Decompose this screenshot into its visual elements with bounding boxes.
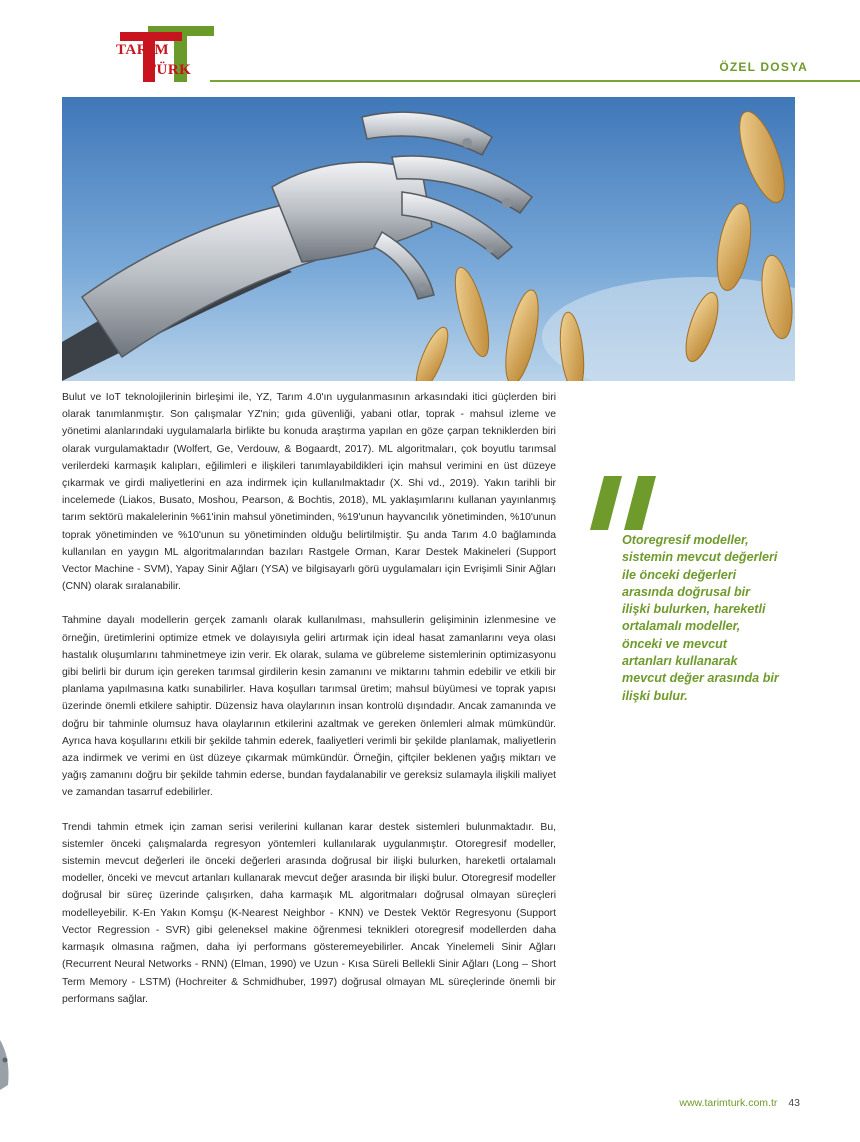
article-paragraph: Tahmine dayalı modellerin gerçek zamanlı olarak kullanılması, mahsullerin gelişiminin izlenmesine ve örneğin, üretimlerini optimize etmek ve dolayısıyla geliri artırmak için ideal hasat zamanlarını veya olası hastalık oluşumlarını tahminetmeye izin verir. Ek olarak, sulama ve gübreleme sistemlerinin optimizasyonu gibi belirli bir durum için gereken tarımsal girdilerin kesin zamanını ve miktarını tahmin edebilir ve etkili bir planlama yapılmasına katkı sunabilirler. Hava koşulları tarımsal üretim; mahsul büyümesi ve toprak yapısı üzerinde önemli etkilere sahiptir. Düzensiz hava olaylarının insan kontrolü dışındadır. Ancak zamanında ve doğru bir tahminle olumsuz hava olaylarının etkilerini azaltmak ve gereken önlemleri almak mümkündür. Ayrıca hava koşullarını etkili bir şekilde tahmin ederek, faaliyetleri verimli bir şekilde planlamak, maliyetlerin aza indirmek ve verimi en üst düzeye çıkarmak mümkündür. Örneğin, çiftçiler beklenen yağış miktarı ve yağış zamanını doğru bir şekilde tahmin ederse, bundan faydalanabilir ve gereksiz sulamayla ilişkili maliyet ve zamandan tasarruf edebilirler. xyxy=(62,615,556,799)
article-paragraph: Bulut ve IoT teknolojilerinin birleşimi ile, YZ, Tarım 4.0'ın uygulanmasının arkasındaki itici güçlerden biri olarak tanımlanmıştır. Son çalışmalar YZ'nin; gıda güvenliği, yabani otlar, toprak - mahsul izleme ve yönetimi alanlarındaki uygulamalarla birlikte bu konuda araştırma yapılan en göze çarpan tekniklerden biri olarak vurgulamaktadır (Wolfert, Ge, Verdouw, & Bogaardt, 2017). ML algoritmaları, çok boyutlu tarımsal verilerdeki karmaşık kalıpları, eğilimleri e ilişkileri tanımlayabildikleri için mahsul verimini en üst düzeye çıkarmak ve girdi maliyetlerini en aza indirmek için kullanılmaktadır (X. Shi vd., 2019). Yakın tarihli bir incelemede (Liakos, Busato, Moshou, Pearson, & Bochtis, 2018), ML yaklaşımlarını kullanan yayınlanmış tarım sektörü makalelerinin %61'inin mahsul yönetiminden, %19'unun hayvancılık yönetiminden, %10'unun toprak yönetiminden ve %10'unun su yönetiminden olduğu belirtilmiştir. Şu anda Tarım 4.0 bağlamında kullanılan en yaygın ML algoritmalarından bazıları Rastgele Orman, Karar Destek Makineleri (Support Vector Machine - SVM), Yapay Sinir Ağları (YSA) ve bilgisayarlı görü uygulamaları için Evrişimli Sinir Ağları (CNN) olarak sıralanabilir. xyxy=(62,392,556,593)
pull-quote: Otoregresif modeller, sistemin mevcut değerleri ile önceki değerleri arasında doğrusal bir ilişki bulurken, hareketli ortalamalı modeller, önceki ve mevcut artanları kullanarak mevcut değer arasında bir ilişki bulur. xyxy=(622,533,779,703)
article-body xyxy=(62,389,556,1025)
article-paragraph: Trendi tahmin etmek için zaman serisi verilerini kullanan karar destek sistemleri bulunmaktadır. Bu, sistemler önceki çalışmalarda regresyon yöntemleri kullanılarak uygulanmıştır. Otoregresif modeller, sistemin mevcut değerleri ile önceki değerleri arasında doğrusal bir ilişki bulurken, hareketli ortalamalı modeller, önceki ve mevcut artanları kullanarak mevcut değer arasında bir ilişki bulur. Otoregresif modeller doğrusal bir süreç üzerinde çalışırken, daha karmaşık ML algoritmaları doğrusal olmayan süreçleri modelleyebilir. K-En Yakın Komşu (K-Nearest Neighbor - KNN) ve Destek Vektör Regresyonu (Support Vector Regression - SVR) gibi geleneksel makine öğrenmesi teknikleri otoregresif modellerden daha karmaşık olmasına rağmen, daha iyi performans gösteremeyebilirler. Ancak Yinelemeli Sinir Ağları (Recurrent Neural Networks - RNN) (Elman, 1990) ve Uzun - Kısa Süreli Bellekli Sinir Ağları (Long – Short Term Memory - LSTM) (Hochreiter & Schmidhuber, 1997) doğrusal olmayan ML süreçlerinde önemli bir performans sağlar. xyxy=(62,821,556,1005)
page-footer xyxy=(679,1097,800,1109)
edge-decoration xyxy=(0,1030,14,1090)
logo-word-turk: TÜRK xyxy=(146,62,192,78)
quote-mark-icon xyxy=(590,472,660,532)
tarimturk-logo xyxy=(108,20,220,82)
logo-word-tarim: TARIM xyxy=(116,42,170,58)
robot-hand-wheat-illustration xyxy=(62,97,795,381)
header-rule xyxy=(210,80,860,82)
hero-image xyxy=(62,97,795,381)
page-number: 43 xyxy=(788,1097,800,1109)
section-tag: ÖZEL DOSYA xyxy=(719,60,808,74)
website-link[interactable]: www.tarimturk.com.tr xyxy=(679,1097,778,1109)
